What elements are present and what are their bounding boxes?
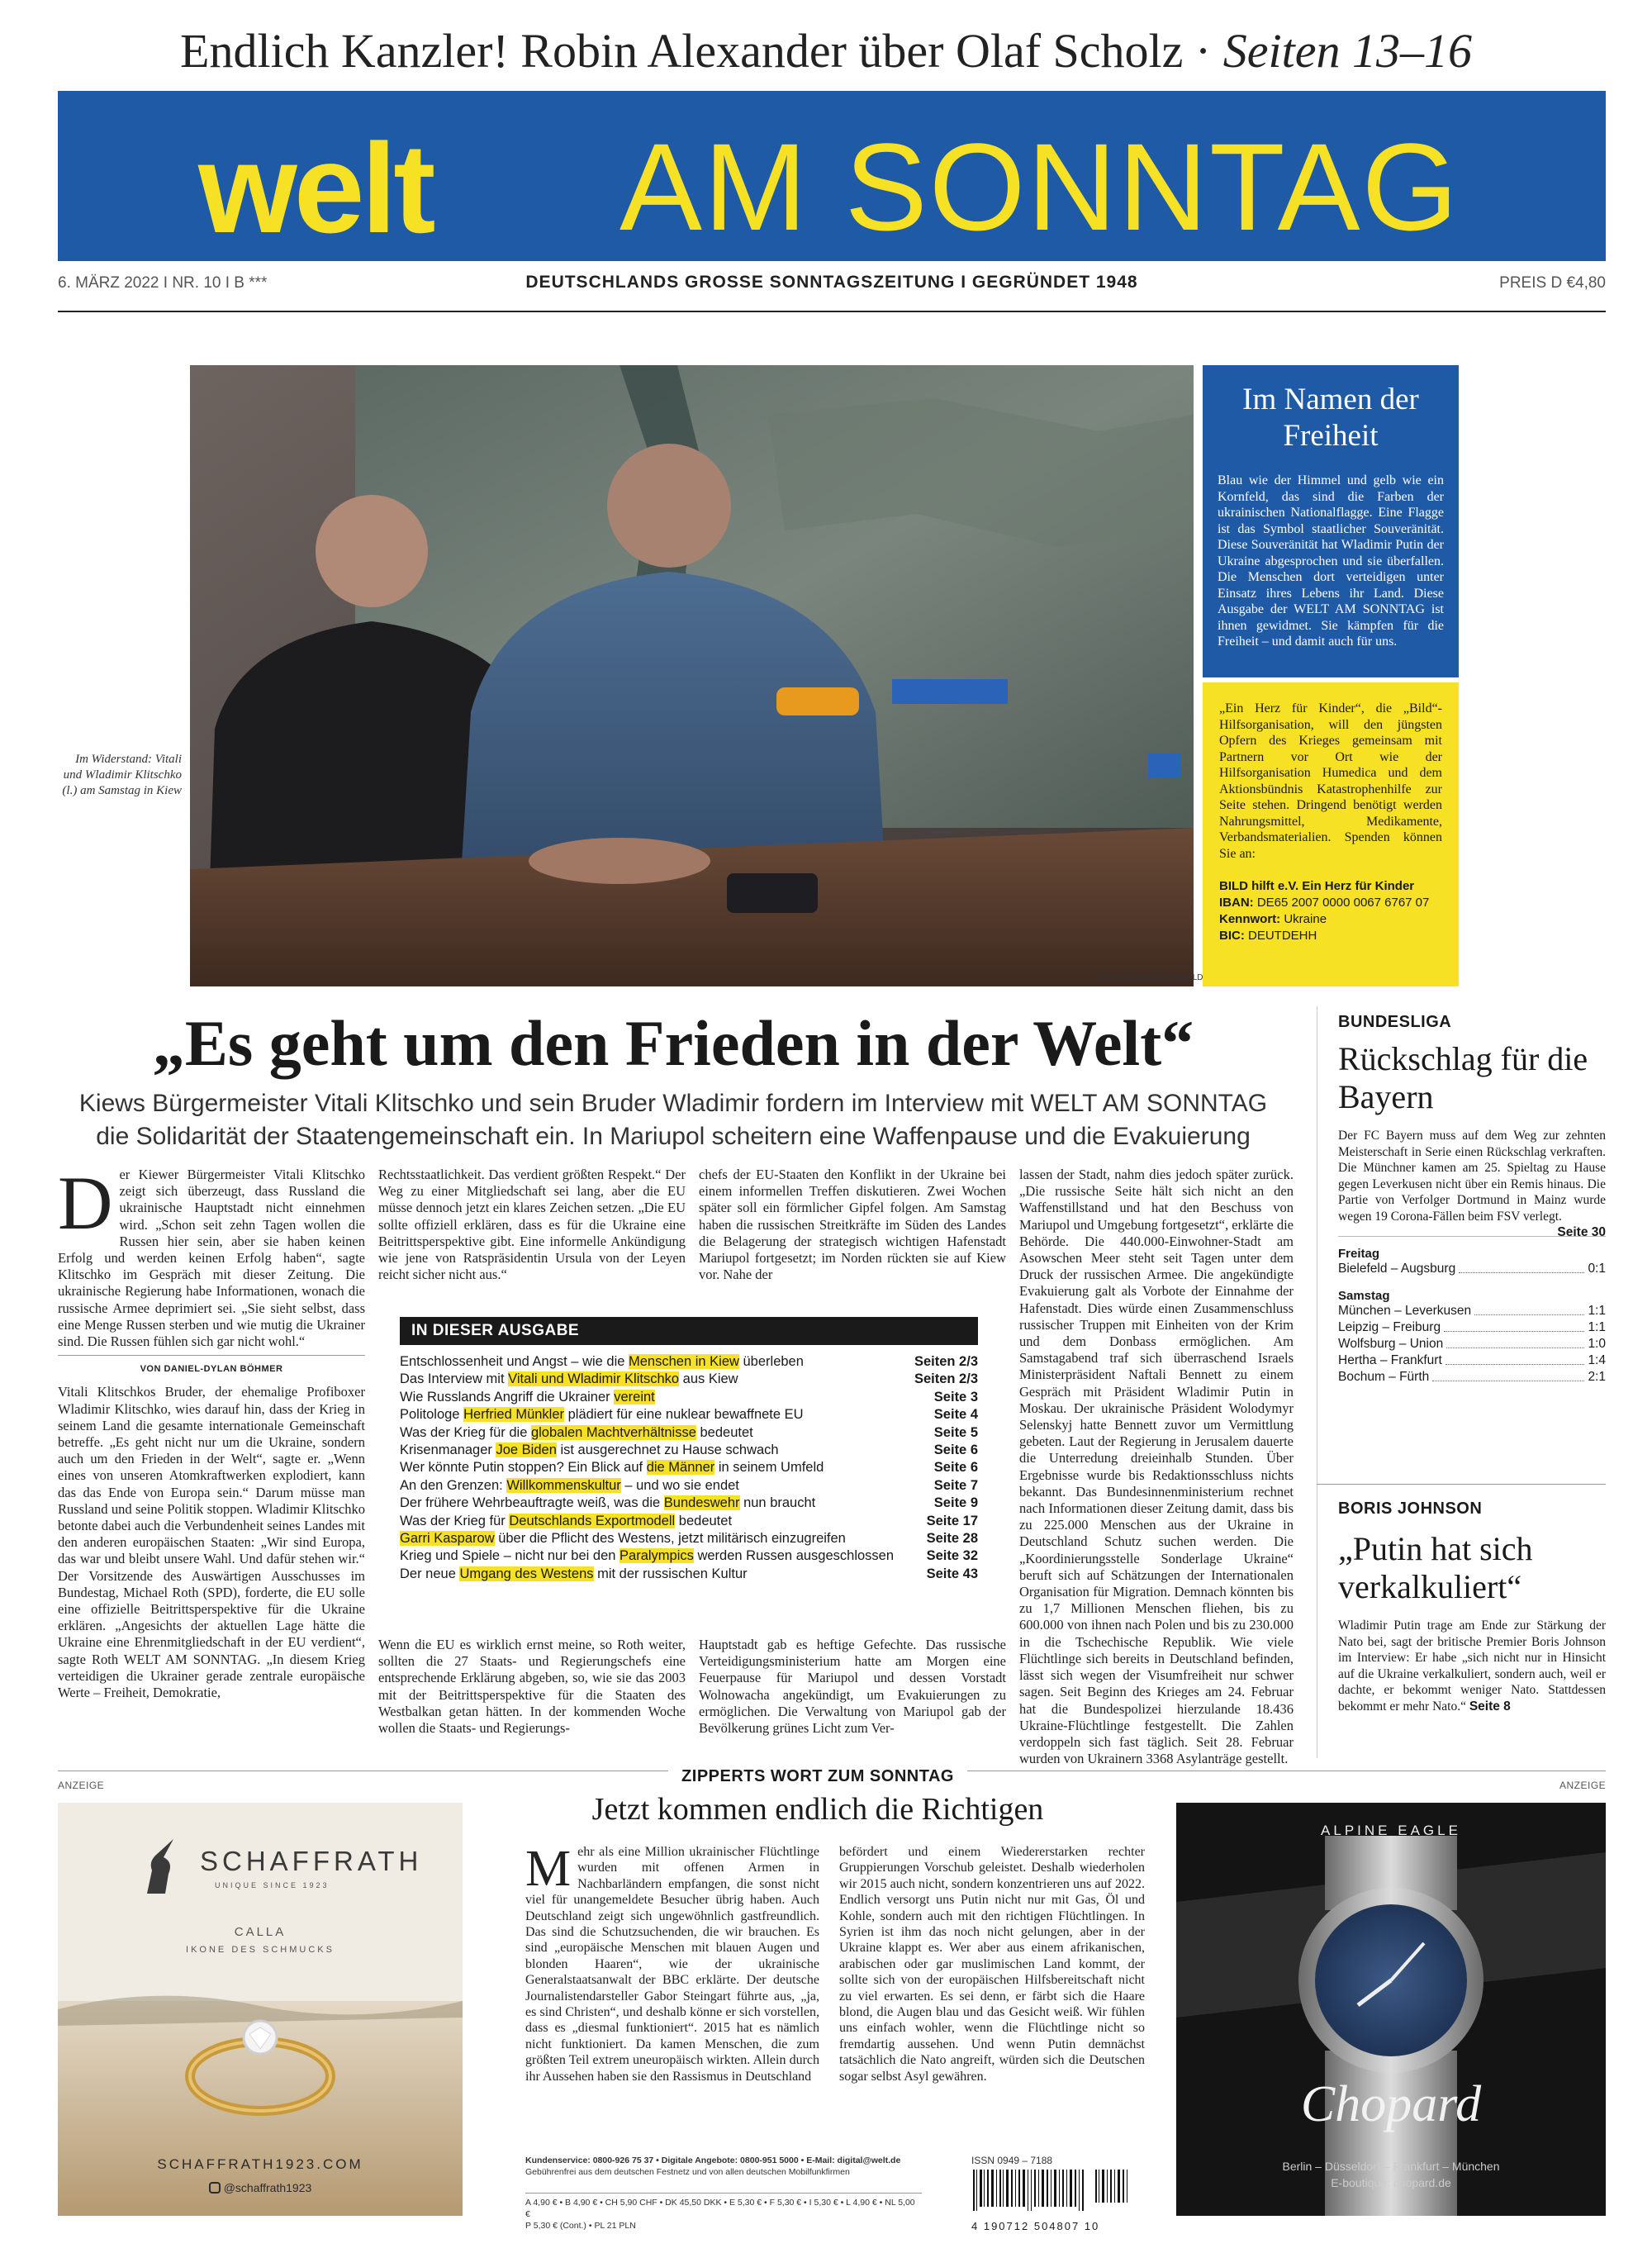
bic-label: BIC:: [1219, 929, 1245, 943]
chopard-logo: Chopard: [1300, 2076, 1482, 2132]
toc-item-page: Seite 9: [933, 1495, 978, 1511]
paper-slogan: DEUTSCHLANDS GROSSE SONNTAGSZEITUNG I GEGRÜNDET 1948: [525, 273, 1138, 292]
imprint: [525, 2155, 922, 2232]
chopard-cities: Berlin – Düsseldorf – Frankfurt – München: [1282, 2160, 1500, 2173]
toc-item[interactable]: [400, 1477, 978, 1495]
header-rule: [58, 311, 1606, 312]
toc-item-page: Seite 6: [933, 1460, 978, 1476]
barcode-icon: [971, 2170, 1145, 2216]
toc-item[interactable]: [400, 1389, 978, 1406]
score-row: [1338, 1319, 1606, 1336]
leader-dots: [1446, 1352, 1585, 1365]
subhead-line-1: Kiews Bürgermeister Vitali Klitschko und sein Bruder Wladimir fordern im Interview mit WELT AM SONNTAG: [78, 1090, 1268, 1117]
main-headline[interactable]: „Es geht um den Frieden in der Welt“: [152, 1007, 1194, 1079]
friday-label: Freitag: [1338, 1247, 1380, 1261]
zipperts-dropcap: M: [525, 1841, 572, 1897]
right-col-divider: [1317, 1484, 1606, 1485]
barcode-area: [971, 2155, 1145, 2232]
issn: ISSN 0949 – 7188: [971, 2155, 1053, 2166]
toc-item[interactable]: [400, 1353, 978, 1371]
score-row: [1338, 1261, 1606, 1277]
chopard-boutique[interactable]: E-boutique: chopard.de: [1331, 2176, 1451, 2189]
gold-ring-icon: [173, 1998, 347, 2126]
toc-item[interactable]: [400, 1442, 978, 1459]
ad-instagram[interactable]: @schaffrath1923: [58, 2181, 463, 2194]
barcode-digits: 4 190712 504807 10: [971, 2220, 1100, 2232]
match-name: Bielefeld – Augsburg: [1338, 1262, 1456, 1276]
article-column-2-top: Rechtsstaatlichkeit. Das verdient größten Respekt.“ Der Weg zu einer Mitgliedschaft sei lang, aber die EU müsse dennoch jetzt ein klares Zeichen setzen. „Die EU sollte offiziell erklären, dass es für die Ukraine eine Beitrittsperspektive gibt. Eine informelle Ankündigung wie jene von Ratspräsidentin Ursula von der Leyen reicht sicher nicht aus.“: [378, 1167, 686, 1283]
toc-item[interactable]: [400, 1547, 978, 1565]
match-score: 2:1: [1588, 1370, 1606, 1384]
match-score: 1:1: [1588, 1320, 1606, 1334]
bundesliga-page: Seite 30: [1557, 1225, 1606, 1239]
match-score: 1:1: [1588, 1304, 1606, 1318]
subhead-line-2: die Solidarität der Staatengemeinschaft ein. In Mariupol scheitern eine Waffenpause und die Evakuierung: [96, 1123, 1251, 1150]
toc-item-text: Der frühere Wehrbeauftragte weiß, was die Bundeswehr nun braucht: [400, 1495, 816, 1511]
freedom-box: [1203, 365, 1459, 677]
top-teaser[interactable]: [0, 23, 1652, 78]
toc-item-text: Was der Krieg für Deutschlands Exportmodell bedeutet: [400, 1513, 733, 1528]
toc-item-text: Garri Kasparow über die Pflicht des Westens, jetzt militärisch einzugreifen: [400, 1531, 846, 1547]
ad-label-right: ANZEIGE: [1559, 1780, 1607, 1791]
toc-item[interactable]: [400, 1371, 978, 1388]
toc-item[interactable]: [400, 1406, 978, 1424]
article-intro: er Kiewer Bürgermeister Vitali Klitschko zeigt sich überzeugt, dass Russland die ukrainische Hauptstadt nicht einnehmen wird. „Schon seit zehn Tagen wollen die Russen hier sein, aber sie haben keinen Erfolg und werden keinen Erfolg haben“, sagte Klitschko im Gespräch mit dieser Zeitung. Die ukrainische Regierung habe Informationen, wonach die russische Armee deprimiert sei. „Sie sieht selbst, dass eine Menge Russen sterben und wie mutig die Ukrainer sind. Die Russen fühlen sich gar nicht wohl.“: [58, 1167, 365, 1350]
toc-item-page: Seite 17: [926, 1513, 978, 1528]
iban-label: IBAN:: [1219, 896, 1254, 910]
toc-item-text: An den Grenzen: Willkommenskultur – und wo sie endet: [400, 1477, 739, 1493]
teaser-text: Endlich Kanzler! Robin Alexander über Olaf Scholz ·: [180, 24, 1223, 78]
service-note: Gebührenfrei aus dem deutschen Festnetz und von allen deutschen Mobilfunkfirmen: [525, 2167, 850, 2177]
toc-item-text: Entschlossenheit und Angst – wie die Menschen in Kiew überleben: [400, 1354, 804, 1369]
schaffrath-ad[interactable]: [58, 1803, 463, 2216]
bank-details: [1219, 878, 1442, 944]
bj-text: Wladimir Putin trage am Ende zur Stärkung der Nato bei, sagt der britische Premier Boris Johnson im Interview: Er habe „sich nicht nur in Hinsicht auf die Ukraine verkalkuliert, sondern auch, weil er dachte, er bekommt weniger Nato. Stattdessen bekommt er mehr Nato.“ Seite 8: [1338, 1618, 1606, 1714]
photo-credit: GIORGOS MOUTAFIS/BILD: [1099, 973, 1203, 982]
bundesliga-text: Der FC Bayern muss auf dem Weg zur zehnten Meisterschaft in Serie einen Rückschlag verkraften. Die Münchner kamen am 25. Spieltag zu Hause gegen Leverkusen nicht über ein Remis hinaus. Die Partie von Verfolger Dortmund in Mainz wurde wegen 19 Corona-Fällen beim FSV verlegt. Seite 30: [1338, 1129, 1606, 1239]
zipperts-column-2: befördert und einem Wiedererstarken rechter Gruppierungen Vorschub geleistet. Deshalb wiederholen wir 2015 auch nicht, sondern konzentrieren uns auf 2022. Endlich versorgt uns Putin nicht nur mit Gas, Öl und Kohle, sondern auch mit den richtigen Flüchtlingen. In Syrien ist ihm das noch nicht gelungen, aber in der Ukraine klappt es. Wer aber aus einem afrikanischen, arabischen oder gar muslimischen Land kommt, der sollte sich von der europäischen Hilfsbereitschaft nicht zu viel erwarten. Es sei denn, er färbt sich die Haare blond, die Augen blau und das Gesicht weiß. Wir fühlen uns einfach wohler, wenn die Flüchtlinge nicht so fremdartig aussehen. Und wenn Putin demnächst tatsächlich die Nato angreift, würden sich die Deutschen sogar selbst Asyl gewähren.: [839, 1845, 1145, 2084]
match-name: Hertha – Frankfurt: [1338, 1353, 1442, 1367]
toc-item-page: Seite 43: [926, 1566, 978, 1581]
toc-item-page: Seite 5: [933, 1424, 978, 1440]
toc-item-text: Das Interview mit Vitali und Wladimir Klitschko aus Kiew: [400, 1371, 738, 1387]
issue-date: 6. MÄRZ 2022 I NR. 10 I B ***: [58, 274, 268, 292]
article-col1-text: Vitali Klitschkos Bruder, der ehemalige Profiboxer Wladimir Klitschko, wies darauf hin, dass der Krieg in seinem Land die gesamte internationale Gemeinschaft betreffe. „Es geht nicht nur um die Ukraine, sondern auch um den Frieden in der Welt“, sagte er. „Wenn eines von unseren Atomkraftwerken explodiert, kann das das Ende von Europa sein.“ Darum müsse man Russland und seine Politik stoppen. Wladimir Klitschko betonte dabei auch die Verbundenheit seines Landes mit den anderen europäischen Staaten: „Wir sind Europa, das war und bleibt unsere Wahl. Und dafür stehen wir.“ Der Vorsitzende des Auswärtigen Ausschusses im Bundestag, Michael Roth (SPD), forderte, die EU solle eine offizielle Beitrittsperspektive für die Ukraine erklären. „Angesichts der aktuellen Lage hätte die Ukraine eine Ehrenmitgliedschaft in der EU verdient“, sagte Roth WELT AM SONNTAG. „In diesem Krieg verteidigen die Ukrainer gerade zentrale europäische Werte – Freiheit, Demokratie,: [58, 1384, 365, 1701]
article-column-3-bottom: Hauptstadt gab es heftige Gefechte. Das russische Verteidigungsministerium hatte am Morgen eine Feuerpause für Mariupol und dessen Vorstadt Wolnowacha angekündigt, um Evakuierungen zu ermöglichen. Die Verwaltung von Mariupol gab der Bevölkerung grünes Licht zum Ver-: [699, 1637, 1006, 1737]
international-prices: A 4,90 € • B 4,90 € • CH 5,90 CHF • DK 45,50 DKK • E 5,30 € • F 5,30 € • I 5,30 € • L 4,90 € • NL 5,00 €: [525, 2193, 922, 2220]
freedom-box-title: Im Namen der Freiheit: [1242, 383, 1419, 453]
zipperts-kicker: ZIPPERTS WORT ZUM SONNTAG: [496, 1767, 1140, 1786]
match-name: Leipzig – Freiburg: [1338, 1320, 1441, 1334]
inside-this-issue: [400, 1317, 978, 1583]
teaser-pages: Seiten 13–16: [1222, 24, 1472, 78]
toc-item-text: Wie Russlands Angriff die Ukrainer vereint: [400, 1389, 655, 1405]
toc-item-text: Politologe Herfried Münkler plädiert für eine nuklear bewaffnete EU: [400, 1407, 804, 1423]
freedom-box-text: Blau wie der Himmel und gelb wie ein Kornfeld, das sind die Farben der ukrainischen Nationalflagge. Eine Flagge ist das Symbol staatlicher Souveränität. Diese Souveränität hat Wladimir Putin der Ukraine abgesprochen und sie überfallen. Die Menschen dort verteidigen unter Einsatz ihres Lebens ihr Land. Diese Ausgabe der WELT AM SONNTAG ist ihnen gewidmet. Sie kämpfen für die Freiheit – und damit auch für uns.: [1218, 473, 1444, 649]
zipperts-headline[interactable]: Jetzt kommen endlich die Richtigen: [591, 1792, 1044, 1827]
unicorn-logo-icon: [140, 1837, 182, 1899]
bj-kicker: BORIS JOHNSON: [1338, 1500, 1483, 1518]
toc-item-text: Der neue Umgang des Westens mit der russischen Kultur: [400, 1566, 748, 1581]
article-column-1: [58, 1161, 365, 1701]
bank-name: BILD hilft e.V. Ein Herz für Kinder: [1219, 879, 1415, 893]
toc-item-page: Seite 4: [933, 1407, 978, 1423]
zipperts-column-1: Mehr als eine Million ukrainischer Flüchtlinge wurden mit offenen Armen in Nachbarländern empfangen, die sonst nicht viel für unangemeldete Besucher übrig haben. Auch Deutschland zeigt sich ungewöhnlich gastfreundlich. Das sind die Schutzsuchenden, die wir brauchen. Es sind „europäische Menschen mit blauen Augen und blonden Haaren“, wie der ukrainische Generalstaatsanwalt der BBC erklärte. Der deutsche Journalistendarsteller Gabor Steingart führte aus, „ja, es sind Christen“, und deshalb könne er sich vorstellen, dass es „diesmal funktioniert“. 2015 hat es nämlich nicht funktioniert. Da kamen Menschen, die zum größten Teil extrem uneuropäisch wirkten. Allein durch ihr Aussehen haben sie den Rassismus in Deutschland: [525, 1841, 819, 2084]
instagram-icon: [209, 2182, 221, 2194]
chopard-ad[interactable]: [1176, 1803, 1606, 2216]
bj-headline: „Putin hat sich verkalkuliert“: [1338, 1530, 1533, 1605]
international-prices-2: P 5,30 € (Cont.) • PL 21 PLN: [525, 2221, 636, 2231]
toc-item-text: Wer könnte Putin stoppen? Ein Blick auf die Männer in seinem Umfeld: [400, 1460, 824, 1476]
donation-text: „Ein Herz für Kinder“, die „Bild“-Hilfsorganisation, will den jüngsten Opfern des Krieges gemeinsam mit Partnern vor Ort wie der Hilfsorganisation Humedica und dem Aktionsbündnis Katastrophenhilfe zur Seite stehen. Dringend benötigt werden Nahrungsmittel, Medikamente, Verbandsmaterialien. Spenden können Sie an:: [1219, 701, 1442, 861]
kennwort-label: Kennwort:: [1219, 912, 1281, 926]
donation-box: [1203, 682, 1459, 986]
dateline: [58, 274, 1606, 299]
ad-label-left: ANZEIGE: [58, 1780, 105, 1791]
klitschko-photo[interactable]: [190, 365, 1194, 986]
masthead: [58, 91, 1606, 261]
toc-item-text: Krisenmanager Joe Biden ist ausgerechnet zu Hause schwach: [400, 1443, 779, 1458]
toc-item[interactable]: [400, 1566, 978, 1583]
ad-url[interactable]: SCHAFFRATH1923.COM: [157, 2156, 363, 2172]
toc-item-page: Seiten 2/3: [914, 1371, 978, 1387]
match-name: Bochum – Fürth: [1338, 1370, 1430, 1384]
score-row: [1338, 1336, 1606, 1352]
service-contacts: Kundenservice: 0800-926 75 37 • Digitale Angebote: 0800-951 5000 • E-Mail: digital@welt.de: [525, 2156, 901, 2165]
match-name: München – Leverkusen: [1338, 1304, 1472, 1318]
article-column-3-top: chefs der EU-Staaten den Konflikt in der Ukraine bei einem informellen Treffen diskutieren. Zwei Wochen später soll ein förmlicher Gipfel folgen. Am Samstag haben die russischen Streitkräfte im Süden des Landes die Belagerung der strategisch wichtigen Hafenstadt Mariupol fortgesetzt; im Norden rückten sie auf Kiew vor. Nahe der: [699, 1167, 1006, 1283]
score-row: [1338, 1352, 1606, 1369]
dropcap: D: [58, 1161, 113, 1245]
match-score: 1:4: [1588, 1353, 1606, 1367]
saturday-label: Samstag: [1338, 1289, 1390, 1303]
bundesliga-kicker: BUNDESLIGA: [1338, 1013, 1452, 1031]
leader-dots: [1446, 1336, 1584, 1348]
masthead-am-sonntag: AM SONNTAG: [620, 117, 1460, 256]
toc-item-page: Seiten 2/3: [914, 1354, 978, 1369]
score-row: [1338, 1369, 1606, 1386]
schaffrath-brand: SCHAFFRATH: [200, 1846, 423, 1876]
bundesliga-headline: Rückschlag für die Bayern: [1338, 1040, 1588, 1115]
photo-caption: Im Widerstand: Vitali und Wladimir Klitschko (l.) am Samstag in Kiew: [62, 753, 182, 797]
match-score: 0:1: [1588, 1262, 1606, 1276]
leader-dots: [1459, 1261, 1584, 1273]
leader-dots: [1444, 1319, 1584, 1332]
toc-item-text: Was der Krieg für die globalen Machtverhältnisse bedeutet: [400, 1424, 753, 1440]
score-row: [1338, 1303, 1606, 1319]
toc-item-page: Seite 6: [933, 1443, 978, 1458]
leader-dots: [1432, 1369, 1584, 1381]
iban-value: DE65 2007 0000 0067 6767 07: [1256, 896, 1430, 910]
article-column-2-bottom: Wenn die EU es wirklich ernst meine, so Roth weiter, sollten die 27 Staats- und Regierungschefs eine entsprechende Erklärung abgeben, so, wie sie das 2003 mit der Beitrittsperspektive für die Staaten des Westbalkan getan hätten. In der kommenden Woche wollen die Staats- und Regierungs-: [378, 1637, 686, 1737]
price: PREIS D €4,80: [1499, 274, 1606, 292]
toc-title: IN DIESER AUSGABE: [400, 1317, 978, 1345]
match-score: 1:0: [1588, 1337, 1606, 1351]
ad-product-tagline: IKONE DES SCHMUCKS: [186, 1945, 335, 1955]
kennwort-value: Ukraine: [1284, 912, 1327, 926]
bj-page: Seite 8: [1469, 1699, 1511, 1714]
ad-product-name: CALLA: [234, 1925, 287, 1939]
toc-item[interactable]: [400, 1530, 978, 1547]
toc-item-text: Krieg und Spiele – nicht nur bei den Paralympics werden Russen ausgeschlossen: [400, 1548, 895, 1564]
masthead-welt-logo: welt: [198, 117, 433, 259]
main-subhead: [58, 1087, 1289, 1153]
bic-value: DEUTDEHH: [1248, 929, 1317, 943]
saturday-scores: [1338, 1303, 1606, 1386]
bundesliga-box[interactable]: [1338, 1013, 1606, 1386]
schaffrath-since: UNIQUE SINCE 1923: [215, 1881, 330, 1889]
toc-list: [400, 1345, 978, 1583]
article-column-4: lassen der Stadt, nahm dies jedoch später zurück. „Die russische Seite hält sich nicht an den Waffenstillstand und hat den Beschuss von Mariupol und Umgebung fortgesetzt“, erklärte die Behörde. Die 440.000-Einwohner-Stadt am Asowschen Meer steht seit Tagen unter dem Druck der russischen Armee. Die angekündigte Evakuierung galt als Vorbote der Einnahme der Hafenstadt. Dies würde einen Zusammenschluss russischer Truppen mit Einheiten von der Krim und dem Donbass ermöglichen. Am Samstagabend traf sich überraschend Israels Ministerpräsident Naftali Bennett zu einem Gespräch mit Präsident Wladimir Putin in Moskau. Der ukrainische Präsident Wolodymyr Selenskyj hatte Bennett zuvor um Vermittlung gebeten. Laut der Regierung in Jerusalem dauerte die Unterredung dreieinhalb Stunden. Über Ergebnisse wurde bis Redaktionsschluss nichts bekannt. Das Bundesinnenministerium rechnet nach Informationen dieser Zeitung damit, dass bis zu 225.000 Menschen aus der Ukraine in Deutschland Schutz suchen werden. Die „Koordinierungsstelle Sonderlage Ukraine“ beruft sich auf Schätzungen der Internationalen Organisation für Migration. Demnach könnten bis zu 1,7 Millionen Menschen fliehen, bis zu 600.000 von ihnen nach Polen und bis zu 230.000 in die Tschechische Republik. Wie viele Flüchtlinge sich bereits in Deutschland befinden, lässt sich wegen der Visumfreiheit nur schwer sagen. Seit Beginn des Krieges am 24. Februar hat die Bundespolizei hierzulande 18.436 Ukraine-Flüchtlinge festgestellt. Die Zahlen verdoppeln sich fast täglich. Seit 28. Februar wurden von Ukrainern 3368 Asylanträge gestellt.: [1019, 1167, 1294, 1767]
toc-item-page: Seite 7: [933, 1477, 978, 1493]
byline: VON DANIEL-DYLAN BÖHMER: [58, 1355, 365, 1377]
toc-item[interactable]: [400, 1495, 978, 1512]
toc-item-page: Seite 28: [926, 1531, 978, 1547]
match-name: Wolfsburg – Union: [1338, 1337, 1444, 1351]
toc-item[interactable]: [400, 1424, 978, 1442]
toc-item[interactable]: [400, 1513, 978, 1530]
toc-item-page: Seite 32: [926, 1548, 978, 1564]
watch-model: ALPINE EAGLE: [1321, 1823, 1461, 1838]
friday-scores: [1338, 1261, 1606, 1277]
toc-item-page: Seite 3: [933, 1389, 978, 1405]
boris-johnson-box[interactable]: [1338, 1500, 1606, 1714]
toc-item[interactable]: [400, 1459, 978, 1476]
leader-dots: [1474, 1303, 1584, 1315]
